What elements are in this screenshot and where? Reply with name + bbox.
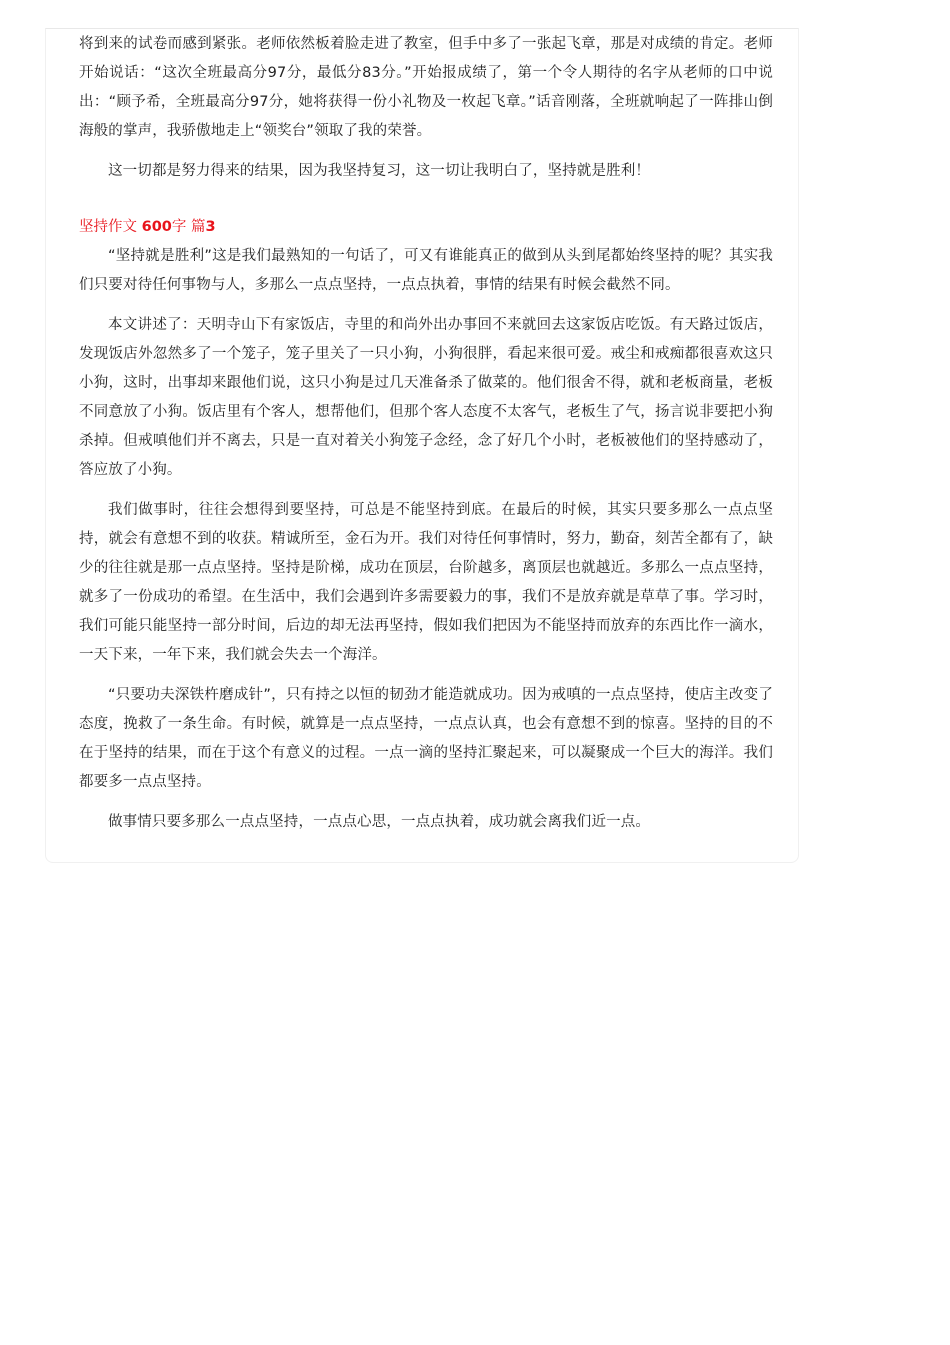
section-title-unit: 字 篇 [171,219,206,235]
section-title-index: 3 [205,219,216,235]
section-title-count: 600 [141,219,172,235]
article-card [45,28,799,863]
section-paragraph: “坚持就是胜利”这是我们最熟知的一句话了，可又有谁能真正的做到从头到尾都始终坚持的呢？其实我们只要对待任何事物与人，多那么一点点坚持，一点点执着，事情的结果有时候会截然不同。 [79,248,773,293]
continued-paragraph: 将到来的试卷而感到紧张。老师依然板着脸走进了教室，但手中多了一张起飞章，那是对成绩的肯定。老师开始说话：“这次全班最高分97分，最低分83分。”开始报成绩了，第一个令人期待的名字从老师的口中说出：“顾予希，全班最高分97分，她将获得一份小礼物及一枚起飞章。”话音刚落，全班就响起了一阵排山倒海般的掌声，我骄傲地走上“领奖台”领取了我的荣誉。 [79,36,773,139]
section-paragraph: 本文讲述了：天明寺山下有家饭店，寺里的和尚外出办事回不来就回去这家饭店吃饭。有天路过饭店，发现饭店外忽然多了一个笼子，笼子里关了一只小狗，小狗很胖，看起来很可爱。戒尘和戒痴都很喜欢这只小狗，这时，出事却来跟他们说，这只小狗是过几天准备杀了做菜的。他们很舍不得，就和老板商量，老板不同意放了小狗。饭店里有个客人，想帮他们，但那个客人态度不太客气，老板生了气，扬言说非要把小狗杀掉。但戒嗔他们并不离去，只是一直对着关小狗笼子念经，念了好几个小时，老板被他们的坚持感动了，答应放了小狗。 [79,317,773,478]
section-title-prefix: 坚持作文 [79,219,142,235]
section-paragraph: “只要功夫深铁杵磨成针”，只有持之以恒的韧劲才能造就成功。因为戒嗔的一点点坚持，使店主改变了态度，挽救了一条生命。有时候，就算是一点点坚持，一点点认真，也会有意想不到的惊喜。坚持的目的不在于坚持的结果，而在于这个有意义的过程。一点一滴的坚持汇聚起来，可以凝聚成一个巨大的海洋。我们都要多一点点坚持。 [79,687,773,790]
article-body [79,30,773,837]
section-paragraph: 我们做事时，往往会想得到要坚持，可总是不能坚持到底。在最后的时候，其实只要多那么一点点坚持，就会有意想不到的收获。精诚所至，金石为开。我们对待任何事情时，努力，勤奋，刻苦全都有了，缺少的往往就是那一点点坚持。坚持是阶梯，成功在顶层，台阶越多，离顶层也就越近。多那么一点点坚持，就多了一份成功的希望。在生活中，我们会遇到许多需要毅力的事，我们不是放弃就是草草了事。学习时，我们可能只能坚持一部分时间，后边的却无法再坚持，假如我们把因为不能坚持而放弃的东西比作一滴水，一天下来，一年下来，我们就会失去一个海洋。 [79,502,773,663]
section-paragraph: 做事情只要多那么一点点坚持，一点点心思，一点点执着，成功就会离我们近一点。 [108,814,651,830]
closing-paragraph: 这一切都是努力得来的结果，因为我坚持复习，这一切让我明白了，坚持就是胜利！ [108,163,651,179]
section-title [79,213,773,242]
